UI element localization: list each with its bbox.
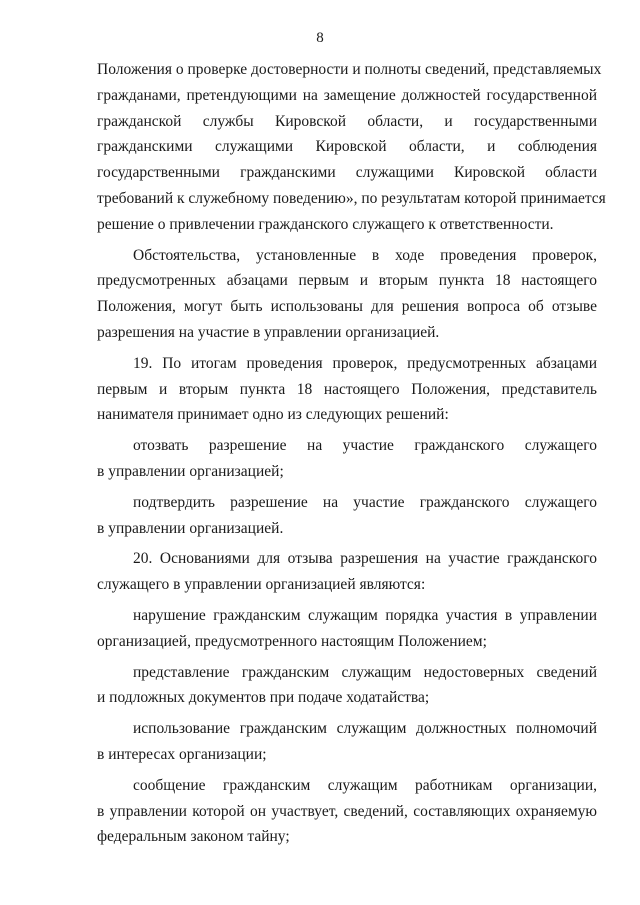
text-line: требований к служебному поведению», по результатам которой принимается: [97, 189, 606, 207]
text-line: представление гражданским служащим недостоверных сведений: [133, 663, 597, 681]
text-line: гражданской службы Кировской области, и государственными: [97, 112, 597, 130]
text-line: служащего в управлении организацией являются:: [97, 576, 426, 594]
text-line: Обстоятельства, установленные в ходе проведения проверок,: [133, 246, 597, 264]
text-line: нанимателя принимает одно из следующих решений:: [97, 406, 449, 424]
text-line: и подложных документов при подаче ходатайства;: [97, 689, 430, 707]
paragraph: [97, 243, 597, 346]
text-line: 20. Основаниями для отзыва разрешения на участие гражданского: [133, 550, 597, 568]
text-line: в управлении которой он участвует, сведений, составляющих охраняемую: [97, 802, 597, 820]
paragraph: [97, 660, 597, 712]
paragraph: [97, 433, 597, 485]
text-line: гражданами, претендующими на замещение должностей государственной: [97, 86, 597, 104]
text-line: в интересах организации;: [97, 745, 267, 763]
paragraph: [97, 546, 597, 598]
text-line: отозвать разрешение на участие гражданского служащего: [133, 437, 597, 455]
page-number: 8: [316, 30, 324, 46]
text-line: в управлении организацией;: [97, 462, 284, 480]
paragraph: [97, 603, 597, 655]
text-line: первым и вторым пункта 18 настоящего Положения, представитель: [97, 380, 597, 398]
text-line: Положения о проверке достоверности и полноты сведений, представляемых: [97, 61, 602, 78]
text-line: сообщение гражданским служащим работникам организации,: [133, 776, 597, 794]
text-line: решение о привлечении гражданского служащего к ответственности.: [97, 215, 554, 233]
text-line: предусмотренных абзацами первым и вторым пункта 18 настоящего: [97, 272, 597, 290]
paragraph: [97, 773, 597, 850]
paragraph: [97, 351, 597, 428]
text-line: гражданскими служащими Кировской области, и соблюдения: [97, 138, 597, 156]
paragraph: [97, 490, 597, 542]
text-line: государственными гражданскими служащими Кировской области: [97, 164, 597, 182]
text-line: в управлении организацией.: [97, 519, 284, 537]
text-line: Положения, могут быть использованы для решения вопроса об отзыве: [97, 298, 597, 316]
text-line: нарушение гражданским служащим порядка участия в управлении: [133, 606, 597, 624]
text-line: разрешения на участие в управлении организацией.: [97, 323, 440, 341]
paragraph: [97, 57, 606, 238]
paragraph: [97, 716, 597, 768]
document-body: [97, 57, 606, 850]
text-line: 19. По итогам проведения проверок, предусмотренных абзацами: [133, 354, 597, 372]
text-line: организацией, предусмотренного настоящим Положением;: [97, 632, 487, 650]
text-line: использование гражданским служащим должностных полномочий: [133, 720, 597, 738]
text-line: федеральным законом тайну;: [97, 828, 290, 846]
text-line: подтвердить разрешение на участие гражданского служащего: [133, 493, 597, 511]
